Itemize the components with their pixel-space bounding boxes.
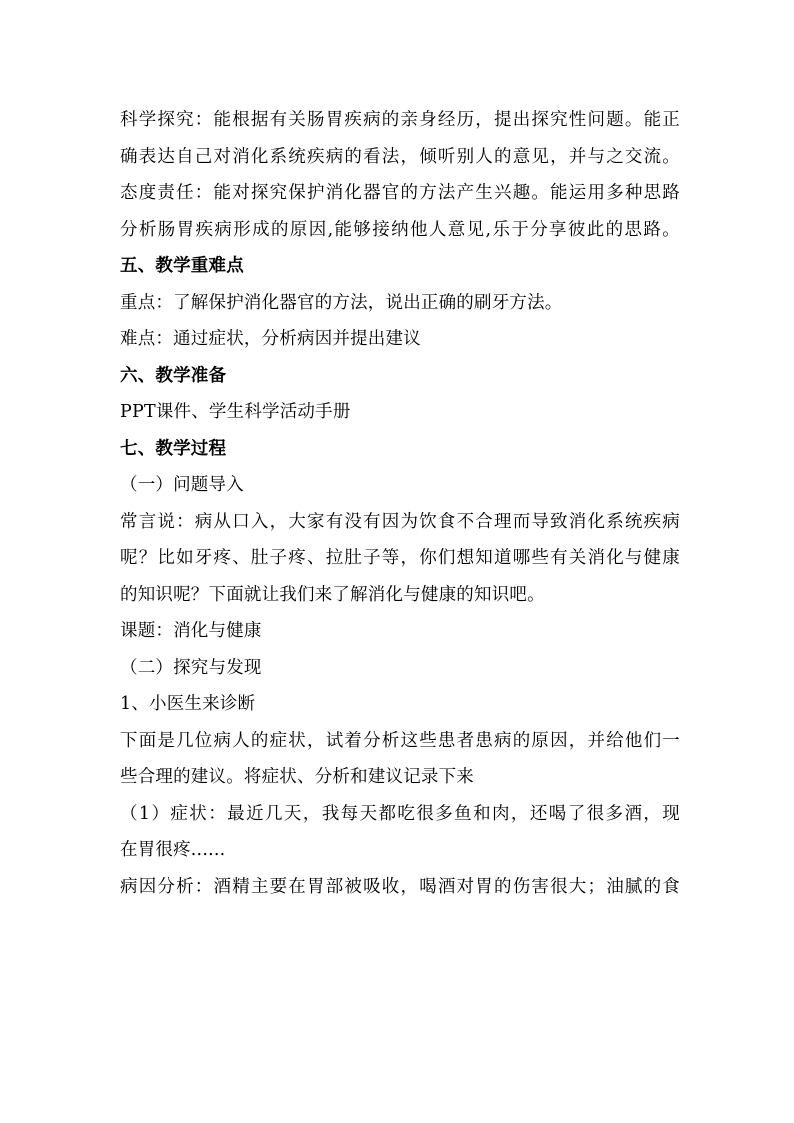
text-line: PPT课件、学生科学活动手册 bbox=[120, 402, 351, 422]
text-line: 呢？比如牙疼、肚子疼、拉肚子等，你们想知道哪些有关消化与健康 bbox=[120, 548, 680, 568]
section-heading: 六、教学准备 bbox=[120, 365, 227, 386]
text-line: 难点：通过症状，分析病因并提出建议 bbox=[120, 329, 421, 349]
text-line: 下面是几位病人的症状，试着分析这些患者患病的原因，并给他们一 bbox=[120, 730, 680, 751]
text-line: 重点：了解保护消化器官的方法，说出正确的刷牙方法。 bbox=[120, 292, 563, 313]
text-line: 确表达自己对消化系统疾病的看法，倾听别人的意见，并与之交流。 bbox=[120, 146, 680, 167]
section-heading: 七、教学过程 bbox=[120, 438, 227, 459]
text-line: 课题：消化与健康 bbox=[120, 621, 262, 641]
subsection-heading: （二）探究与发现 bbox=[120, 657, 262, 678]
text-line: 1、小医生来诊断 bbox=[120, 694, 256, 714]
text-line: 常言说：病从口入，大家有没有因为饮食不合理而导致消化系统疾病 bbox=[120, 511, 680, 532]
subsection-heading: （一）问题导入 bbox=[120, 475, 244, 495]
text-line: 科学探究：能根据有关肠胃疾病的亲身经历，提出探究性问题。能正 bbox=[120, 110, 680, 130]
text-line: 在胃很疼...... bbox=[120, 840, 226, 860]
text-line: （1）症状：最近几天，我每天都吃很多鱼和肉，还喝了很多酒，现 bbox=[120, 803, 680, 824]
text-line: 些合理的建议。将症状、分析和建议记录下来 bbox=[120, 767, 474, 787]
text-line: 的知识呢？下面就让我们来了解消化与健康的知识吧。 bbox=[120, 584, 545, 605]
text-line: 态度责任：能对探究保护消化器官的方法产生兴趣。能运用多种思路 bbox=[120, 183, 680, 203]
section-heading: 五、教学重难点 bbox=[120, 256, 244, 276]
text-line: 分析肠胃疾病形成的原因,能够接纳他人意见,乐于分享彼此的思路。 bbox=[120, 219, 680, 240]
document-page bbox=[120, 102, 680, 905]
text-line: 病因分析：酒精主要在胃部被吸收，喝酒对胃的伤害很大；油腻的食 bbox=[120, 876, 680, 897]
